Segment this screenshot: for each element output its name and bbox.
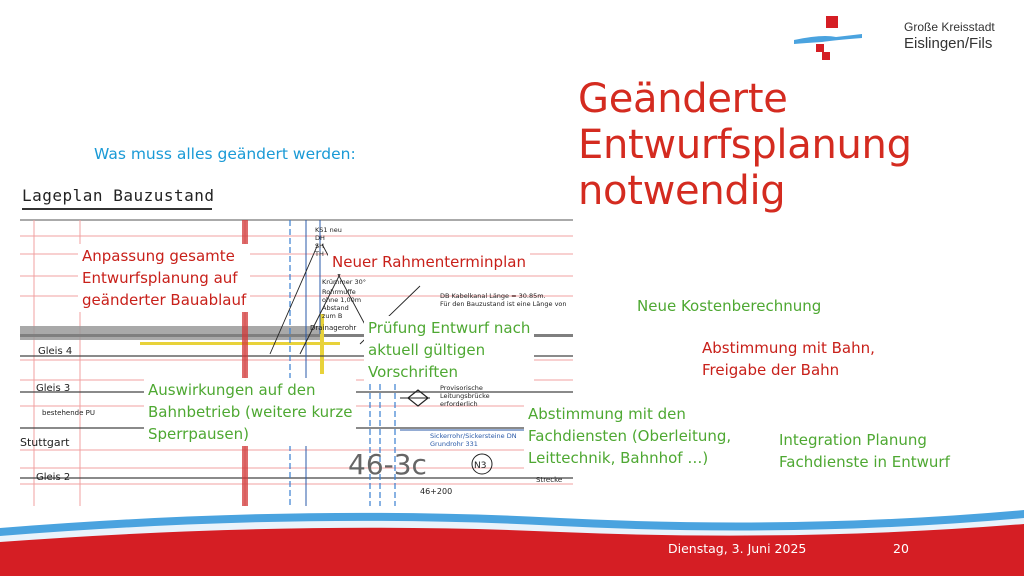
note-pruefung [364, 316, 534, 384]
plan-label-n3: N3 [474, 461, 487, 471]
subtitle: Was muss alles geändert werden: [94, 145, 356, 163]
note-anpassung [78, 244, 250, 312]
note-fachdienste [524, 402, 735, 470]
plan-label-sh: SH [315, 242, 325, 250]
plan-label-strecke: Strecke [536, 476, 563, 484]
plan-label-provisorische-3: erforderlich [440, 400, 478, 408]
plan-label-rohrmuffe-2: ohne 1,00m [322, 296, 362, 304]
title-line-1: Geänderte [578, 76, 788, 122]
plan-label-ks1: KS1 neu [315, 226, 342, 234]
plan-label-kabel-2: Für den Bauzustand ist eine Länge von [440, 300, 567, 308]
organization-name [904, 20, 995, 54]
plan-label-drainage: Drainagerohr [310, 324, 357, 332]
note-anpassung-line: geänderter Bauablauf [82, 291, 247, 309]
title-line-2: Entwurfsplanung [578, 122, 912, 168]
note-pruefung-line: Prüfung Entwurf nach [368, 319, 531, 337]
note-fachdienste-line: Fachdiensten (Oberleitung, [528, 427, 732, 445]
plan-label-dh: DH [315, 234, 325, 242]
plan-heading: Lageplan Bauzustand [22, 186, 215, 205]
footer-date: Dienstag, 3. Juni 2025 [668, 541, 807, 556]
plan-label-gleis2: Gleis 2 [36, 472, 71, 483]
note-fachdienste-line: Leittechnik, Bahnhof …) [528, 449, 709, 467]
city-logo-icon [792, 14, 864, 60]
note-auswirkungen [144, 378, 356, 446]
page-number: 20 [893, 541, 909, 556]
note-anpassung-line: Entwurfsplanung auf [82, 269, 238, 287]
plan-label-kruemmer: Krümmer 30° [322, 278, 366, 286]
plan-label-rohrmuffe-3: Abstand [322, 304, 349, 312]
note-integration [775, 428, 954, 474]
plan-label-bestehende: bestehende PU [42, 409, 95, 417]
plan-label-stuttgart: Stuttgart [20, 436, 70, 449]
organization-line-2: Eislingen/Fils [904, 35, 993, 52]
plan-label-sickerrohr-2: Grundrohr 331 [430, 440, 478, 448]
plan-label-km: 46-3c [348, 448, 427, 481]
plan-label-kabel-1: DB Kabelkanal Länge = 30.85m. [440, 292, 546, 300]
plan-label-km-small: 46+200 [420, 487, 453, 496]
plan-label-gleis4: Gleis 4 [38, 346, 73, 357]
note-abstimmung-bahn-line: Abstimmung mit Bahn, [702, 339, 875, 357]
note-rahmenterminplan: Neuer Rahmenterminplan [328, 250, 530, 274]
plan-label-gleis3: Gleis 3 [36, 383, 71, 394]
note-abstimmung-bahn [698, 336, 879, 382]
plan-label-provisorische-2: Leitungsbrücke [440, 392, 490, 400]
note-abstimmung-bahn-line: Freigabe der Bahn [702, 361, 840, 379]
note-auswirkungen-line: Sperrpausen) [148, 425, 249, 443]
plan-label-provisorische-1: Provisorische [440, 384, 483, 392]
note-integration-line: Integration Planung [779, 431, 927, 449]
note-auswirkungen-line: Auswirkungen auf den [148, 381, 316, 399]
note-pruefung-line: Vorschriften [368, 363, 458, 381]
note-auswirkungen-line: Bahnbetrieb (weitere kurze [148, 403, 353, 421]
note-pruefung-line: aktuell gültigen [368, 341, 486, 359]
title-line-3: notwendig [578, 168, 786, 214]
note-anpassung-line: Anpassung gesamte [82, 247, 235, 265]
plan-label-th: TH [315, 250, 324, 258]
plan-label-rohrmuffe-1: Rohrmuffe [322, 288, 356, 296]
note-fachdienste-line: Abstimmung mit den [528, 405, 686, 423]
organization-line-1: Große Kreisstadt [904, 20, 995, 34]
plan-label-sickerrohr-1: Sickerrohr/Sickersteine DN [430, 432, 517, 440]
plan-label-rohrmuffe-4: zum B [322, 312, 343, 320]
footer-wave [0, 500, 1024, 576]
slide-title [578, 76, 998, 214]
note-kostenberechnung: Neue Kostenberechnung [637, 297, 822, 315]
note-integration-line: Fachdienste in Entwurf [779, 453, 950, 471]
